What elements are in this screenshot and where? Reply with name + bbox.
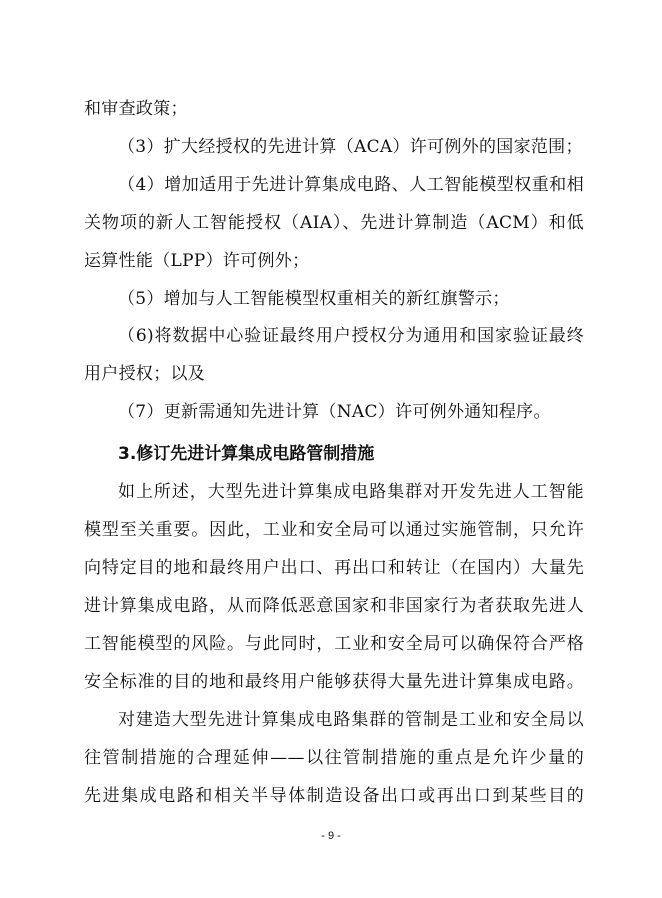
list-item-6-line-1: （6)将数据中心验证最终用户授权分为通用和国家验证最终 <box>118 326 584 346</box>
paragraph-1-line-1: 如上所述，大型先进计算集成电路集群对开发先进人工智能 <box>118 482 584 502</box>
text-line: 和审查政策； <box>84 99 188 119</box>
list-item-5: （5）增加与人工智能模型权重相关的新红旗警示； <box>118 289 510 309</box>
list-item-4-line-3: 运算性能（LPP）许可例外； <box>84 251 310 271</box>
paragraph-1-line-2: 模型至关重要。因此，工业和安全局可以通过实施管制，只允许 <box>84 520 584 540</box>
paragraph-1-line-4: 进计算集成电路，从而降低恶意国家和非国家行为者获取先进人 <box>84 596 584 616</box>
paragraph-1-line-3: 向特定目的地和最终用户出口、再出口和转让（在国内）大量先 <box>84 558 584 578</box>
paragraph-2-line-1: 对建造大型先进计算集成电路集群的管制是工业和安全局以 <box>118 710 584 730</box>
paragraph-1-line-6: 安全标准的目的地和最终用户能够获得大量先进计算集成电路。 <box>84 672 584 692</box>
paragraph-2-line-3: 先进集成电路和相关半导体制造设备出口或再出口到某些目的 <box>84 786 584 806</box>
paragraph-2-line-2: 往管制措施的合理延伸——以往管制措施的重点是允许少量的 <box>84 748 584 768</box>
paragraph-1-line-5: 工智能模型的风险。与此同时，工业和安全局可以确保符合严格 <box>84 634 584 654</box>
section-heading: 3.修订先进计算集成电路管制措施 <box>118 444 375 464</box>
list-item-3: （3）扩大经授权的先进计算（ACA）许可例外的国家范围； <box>118 137 583 157</box>
list-item-6-line-2: 用户授权；以及 <box>84 364 206 384</box>
page-number: - 9 - <box>321 830 341 842</box>
list-item-4-line-2: 关物项的新人工智能授权（AIA）、先进计算制造（ACM）和低 <box>84 213 584 233</box>
list-item-7: （7）更新需通知先进计算（NAC）许可例外通知程序。 <box>118 402 551 422</box>
list-item-4-line-1: （4）增加适用于先进计算集成电路、人工智能模型权重和相 <box>118 175 584 195</box>
